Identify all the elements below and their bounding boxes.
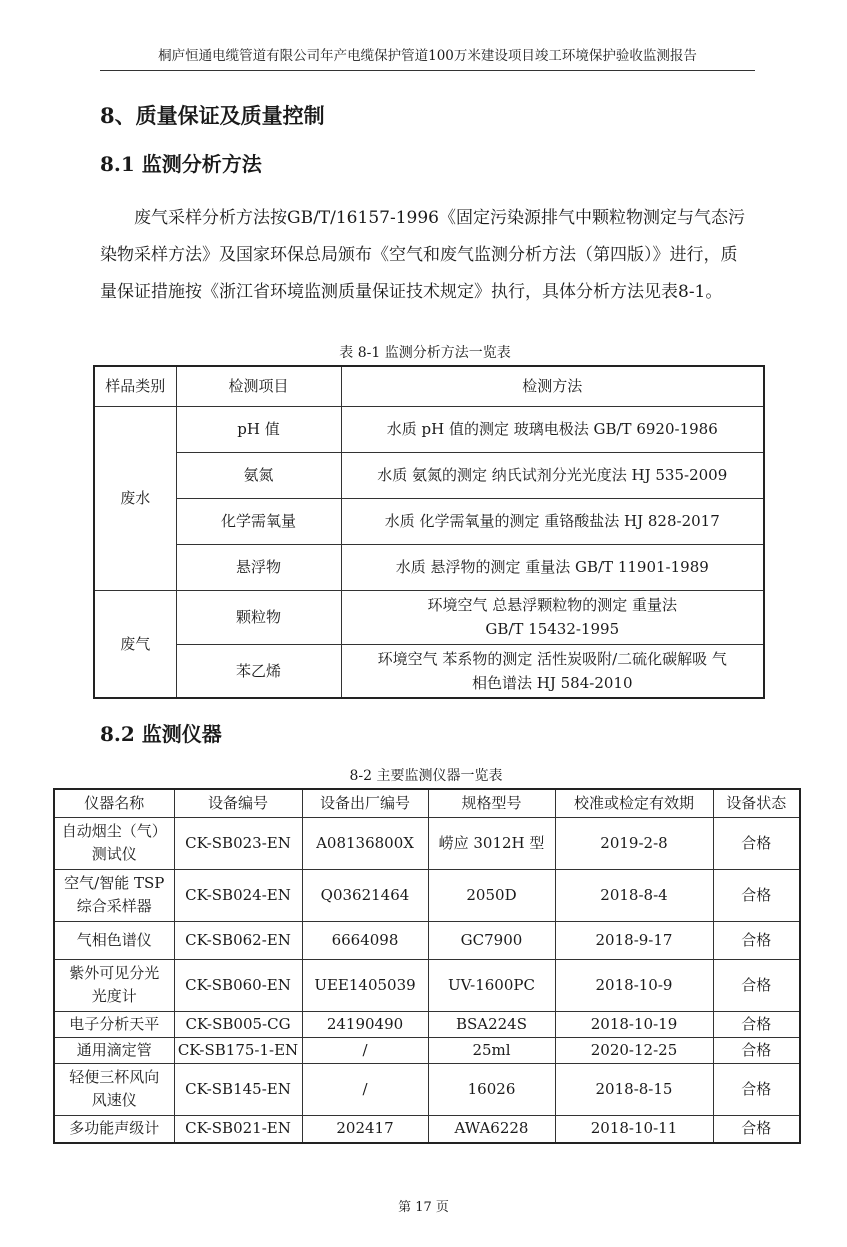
section-title: 8、质量保证及质量控制 <box>100 103 325 128</box>
valid-cell: 2018-10-19 <box>555 1011 713 1037</box>
table-row <box>54 817 800 869</box>
category-cell: 废气 <box>94 590 176 698</box>
instrument-table <box>53 788 801 1144</box>
status-cell: 合格 <box>713 1115 800 1143</box>
instrument-name-line: 光度计 <box>91 987 137 1005</box>
status-cell: 合格 <box>713 869 800 921</box>
item-cell: 氨氮 <box>176 452 341 498</box>
status-cell: 合格 <box>713 817 800 869</box>
model-cell: AWA6228 <box>428 1115 555 1143</box>
page-number: 第 17 页 <box>398 1200 449 1215</box>
instrument-name-cell <box>54 1037 174 1063</box>
model-cell: GC7900 <box>428 921 555 959</box>
table-header-row <box>54 789 800 817</box>
model-cell: 25ml <box>428 1037 555 1063</box>
table-header-row <box>94 366 764 406</box>
code-cell: CK-SB175-1-EN <box>174 1037 302 1063</box>
valid-cell: 2019-2-8 <box>555 817 713 869</box>
instrument-name-cell <box>54 959 174 1011</box>
item-cell: 化学需氧量 <box>176 498 341 544</box>
table-header-cell: 设备状态 <box>713 789 800 817</box>
instrument-name-line: 电子分析天平 <box>69 1014 160 1033</box>
instrument-name-line: 综合采样器 <box>76 897 152 915</box>
instrument-name-line: 轻便三杯风向 <box>69 1068 160 1086</box>
method-cell <box>341 590 764 644</box>
instrument-name-line: 多功能声级计 <box>69 1119 160 1138</box>
model-cell: 崂应 3012H 型 <box>428 817 555 869</box>
method-cell <box>341 644 764 698</box>
body-paragraph: 废气采样分析方法按GB/T/16157-1996《固定污染源排气中颗粒物测定与气态污染物采样方法》及国家环保总局颁布《空气和废气监测分析方法（第四版）》进行，质量保证措施按《浙江省环境监测质量保证技术规定》执行，具体分析方法见表8-1。 <box>100 208 745 302</box>
instrument-name-cell <box>54 1011 174 1037</box>
valid-cell: 2018-10-11 <box>555 1115 713 1143</box>
status-cell: 合格 <box>713 1037 800 1063</box>
code-cell: CK-SB021-EN <box>174 1115 302 1143</box>
method-cell: 水质 pH 值的测定 玻璃电极法 GB/T 6920-1986 <box>341 406 764 452</box>
status-cell: 合格 <box>713 1011 800 1037</box>
instrument-name-cell <box>54 1115 174 1143</box>
model-cell: BSA224S <box>428 1011 555 1037</box>
table-header-cell: 样品类别 <box>94 366 176 406</box>
table-header-cell: 规格型号 <box>428 789 555 817</box>
code-cell: CK-SB060-EN <box>174 959 302 1011</box>
instrument-name-cell <box>54 817 174 869</box>
instrument-name-line: 测试仪 <box>91 845 137 863</box>
valid-cell: 2018-9-17 <box>555 921 713 959</box>
table-header-cell: 检测项目 <box>176 366 341 406</box>
instrument-name-cell <box>54 1063 174 1115</box>
table2-caption: 8-2 主要监测仪器一览表 <box>349 768 503 784</box>
category-cell: 废水 <box>94 406 176 590</box>
table-row <box>54 1115 800 1143</box>
code-cell: CK-SB024-EN <box>174 869 302 921</box>
table-row <box>94 452 764 498</box>
method-line: 环境空气 苯系物的测定 活性炭吸附/二硫化碳解吸 气 <box>377 649 727 668</box>
analysis-method-table <box>93 365 765 699</box>
table-header-cell: 设备出厂编号 <box>302 789 428 817</box>
item-cell: 颗粒物 <box>176 590 341 644</box>
item-cell: 苯乙烯 <box>176 644 341 698</box>
method-cell: 水质 氨氮的测定 纳氏试剂分光光度法 HJ 535-2009 <box>341 452 764 498</box>
model-cell: 16026 <box>428 1063 555 1115</box>
status-cell: 合格 <box>713 1063 800 1115</box>
serial-cell: A08136800X <box>302 817 428 869</box>
serial-cell: 6664098 <box>302 921 428 959</box>
table-header-cell: 仪器名称 <box>54 789 174 817</box>
instrument-name-line: 气相色谱仪 <box>76 930 152 949</box>
valid-cell: 2018-10-9 <box>555 959 713 1011</box>
valid-cell: 2018-8-15 <box>555 1063 713 1115</box>
instrument-name-line: 自动烟尘（气） <box>61 822 167 840</box>
status-cell: 合格 <box>713 921 800 959</box>
table-header-cell: 校准或检定有效期 <box>555 789 713 817</box>
instrument-name-line: 空气/智能 TSP <box>64 874 165 892</box>
serial-cell: 24190490 <box>302 1011 428 1037</box>
table-row <box>54 1037 800 1063</box>
table-row <box>54 869 800 921</box>
subsection-title-instruments: 8.2 监测仪器 <box>100 722 222 746</box>
method-cell: 水质 化学需氧量的测定 重铬酸盐法 HJ 828-2017 <box>341 498 764 544</box>
serial-cell: 202417 <box>302 1115 428 1143</box>
table-header-cell: 设备编号 <box>174 789 302 817</box>
table-row <box>94 644 764 698</box>
serial-cell: / <box>302 1063 428 1115</box>
table-row <box>94 544 764 590</box>
table-row <box>94 590 764 644</box>
table-header-cell: 检测方法 <box>341 366 764 406</box>
table-row <box>54 959 800 1011</box>
table-row <box>94 406 764 452</box>
valid-cell: 2020-12-25 <box>555 1037 713 1063</box>
item-cell: pH 值 <box>176 406 341 452</box>
subsection-title-methods: 8.1 监测分析方法 <box>100 152 262 176</box>
code-cell: CK-SB062-EN <box>174 921 302 959</box>
method-cell: 水质 悬浮物的测定 重量法 GB/T 11901-1989 <box>341 544 764 590</box>
code-cell: CK-SB023-EN <box>174 817 302 869</box>
instrument-name-line: 紫外可见分光 <box>69 964 160 982</box>
code-cell: CK-SB005-CG <box>174 1011 302 1037</box>
page-header: 桐庐恒通电缆管道有限公司年产电缆保护管道100万米建设项目竣工环境保护验收监测报告 <box>100 44 755 71</box>
serial-cell: / <box>302 1037 428 1063</box>
instrument-name-line: 通用滴定管 <box>76 1040 152 1059</box>
table-row <box>54 1063 800 1115</box>
valid-cell: 2018-8-4 <box>555 869 713 921</box>
model-cell: UV-1600PC <box>428 959 555 1011</box>
table-row <box>94 498 764 544</box>
table1-caption: 表 8-1 监测分析方法一览表 <box>339 345 511 361</box>
model-cell: 2050D <box>428 869 555 921</box>
method-line: GB/T 15432-1995 <box>485 620 620 638</box>
instrument-name-line: 风速仪 <box>91 1091 137 1109</box>
table-row <box>54 1011 800 1037</box>
method-line: 环境空气 总悬浮颗粒物的测定 重量法 <box>427 596 678 614</box>
instrument-name-cell <box>54 921 174 959</box>
code-cell: CK-SB145-EN <box>174 1063 302 1115</box>
method-line: 相色谱法 HJ 584-2010 <box>471 673 633 692</box>
serial-cell: UEE1405039 <box>302 959 428 1011</box>
item-cell: 悬浮物 <box>176 544 341 590</box>
status-cell: 合格 <box>713 959 800 1011</box>
table-row <box>54 921 800 959</box>
instrument-name-cell <box>54 869 174 921</box>
serial-cell: Q03621464 <box>302 869 428 921</box>
